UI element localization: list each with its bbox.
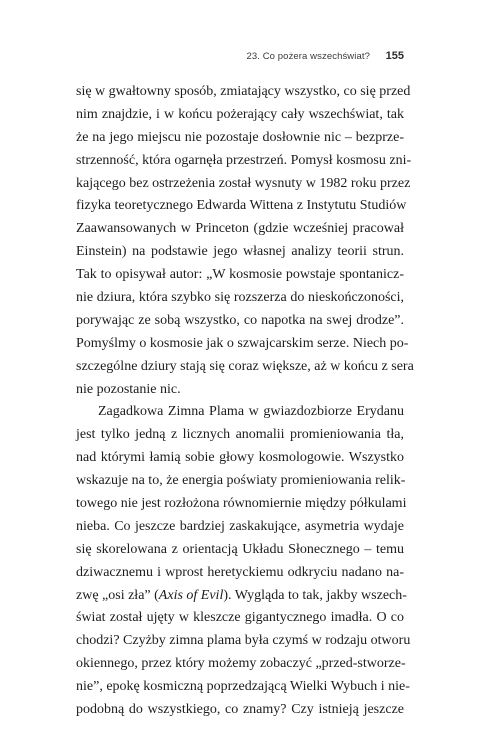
text-segment: ). Wygląda to tak, jakby wszech- (223, 587, 407, 603)
text-line: nie pozostanie nic. (76, 381, 181, 397)
text-line: się w gwałtowny sposób, zmiatający wszystko, co się przed (76, 84, 411, 99)
text-line: nim znajdzie, i w końcu pożerający cały wszechświat, tak (76, 106, 404, 122)
text-line: Tak to opisywał autor: „W kosmosie powstaje spontanicz- (76, 267, 404, 283)
text-line: Zaawansowanych w Princeton (gdzie wcześniej pracował (76, 221, 404, 237)
text-line: podobną do wszystkiego, co znamy? Czy istnieją jeszcze (76, 702, 404, 718)
text-line: porywając ze sobą wszystko, co napotka na swej drodze”. (76, 312, 404, 328)
text-line: nad którymi łamią sobie głowy kosmologowie. Wszystko (76, 450, 404, 466)
text-line: się skorelowana z orientacją Układu Słonecznego – temu (76, 541, 404, 557)
body-text (76, 81, 414, 722)
text-line: Einstein) na podstawie jego własnej analizy teorii strun. (76, 244, 404, 260)
text-line: towego nie jest rozłożona równomiernie między półkulami (76, 496, 407, 512)
italic-term: Axis of Evil (158, 587, 224, 603)
text-line: Pomyślmy o kosmosie jak o szwajcarskim serze. Niech po- (76, 335, 409, 351)
text-line-with-italic (76, 585, 407, 608)
text-line: strzenność, która ogarnęła przestrzeń. Pomysł kosmosu zni- (76, 152, 412, 168)
text-line: nieba. Co jeszcze bardziej zaskakujące, asymetria wydaje (76, 518, 404, 534)
running-title: 23. Co pożera wszechświat? (246, 51, 370, 62)
running-header (76, 50, 404, 64)
text-line: chodzi? Czyżby zimna plama była czymś w rodzaju otworu (76, 633, 411, 649)
paragraph-1 (76, 81, 414, 401)
text-line: jest tylko jedną z licznych anomalii promieniowania tła, (76, 427, 404, 443)
text-segment: zwę „osi zła” ( (76, 587, 159, 603)
text-line: okiennego, przez który możemy zobaczyć „przed-stworze- (76, 656, 406, 672)
text-line: szczególne dziury stają się coraz większe, aż w końcu z sera (76, 358, 414, 374)
page-number: 155 (385, 50, 404, 62)
text-line: nie”, epokę kosmiczną poprzedzającą Wielki Wybuch i nie- (76, 679, 410, 695)
text-line: Zagadkowa Zimna Plama w gwiazdozbiorze Erydanu (98, 404, 404, 420)
text-line: nie dziura, która szybko się rozszerza do nieskończoności, (76, 290, 404, 306)
text-line: świat został ujęty w kleszcze gigantycznego imadła. O co (76, 610, 404, 626)
text-line: że na jego miejscu nie pozostaje dosłownie nic – bezprze- (76, 129, 404, 145)
text-line: wskazuje na to, że energia poświaty promieniowania relik- (76, 473, 406, 489)
text-line: kającego bez ostrzeżenia został wysnuty w 1982 roku przez (76, 175, 411, 191)
text-line: dziwacznemu i wprost heretyckiemu odkryciu nadano na- (76, 564, 404, 580)
text-line: fizyka teoretycznego Edwarda Wittena z Instytutu Studiów (76, 198, 407, 214)
paragraph-2 (76, 401, 411, 721)
